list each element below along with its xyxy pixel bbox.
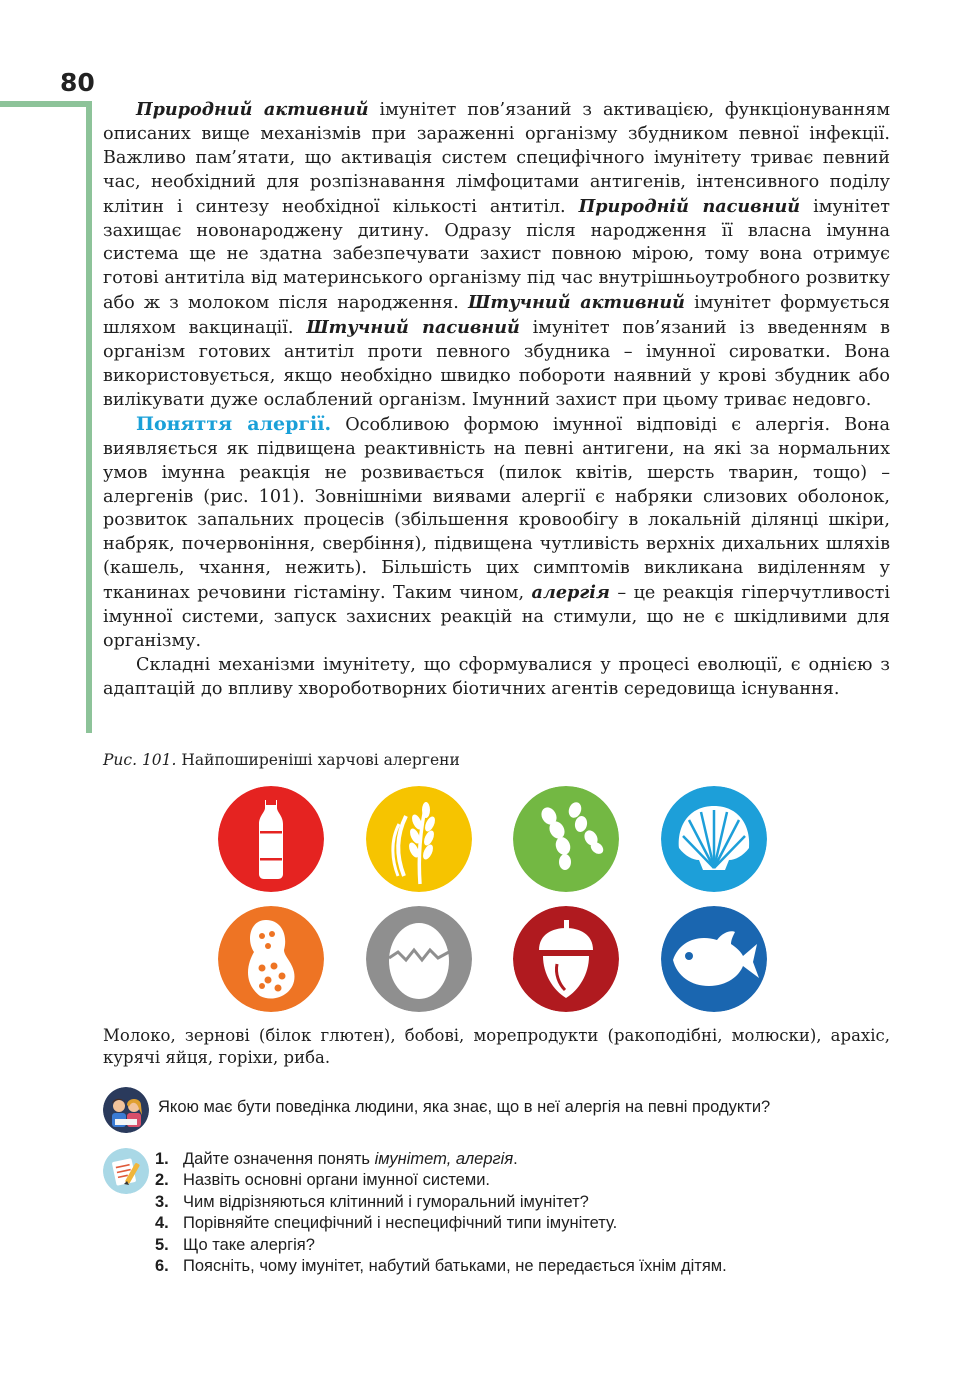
milk-bottle-icon	[218, 786, 324, 892]
task-item	[155, 1256, 727, 1277]
task-item	[155, 1213, 727, 1234]
task-item	[155, 1192, 727, 1213]
figure-description: Молоко, зернові (білок глютен), бобові, морепродукти (ракоподібні, молюски), арахіс, курячі яйця, горіхи, риба.	[103, 1026, 890, 1067]
figure-caption	[103, 751, 460, 769]
paragraph-allergy	[103, 413, 890, 654]
term-allergy: алергія	[531, 582, 610, 604]
figure-title: Найпоширеніші харчові алергени	[176, 751, 460, 769]
text-span: імунітет пов’язаний з активацією, функціонуванням описаних вище механізмів при зараженні організму збудником певної інфекції. Важливо пам’ятати, що активація систем специфічного імунітету триває певний час, необхідний для розпізнавання лімфоцитами антигенів, інтенсивного поділу клітин і синтезу необхідної кількості антитіл.	[103, 100, 891, 217]
text-span: імунітет пов’язаний із введенням в організм готових антитіл проти певного збудника – імунної сироватки. Вона використовується, якщо необхідно швидко побороти наявний у крові збудник або вилікувати дуже ослаблений організм. Імунний захист при цьому триває недовго.	[103, 318, 890, 410]
discussion-question: Якою має бути поведінка людини, яка знає, що в неї алергія на певні продукти?	[158, 1098, 771, 1116]
task-item	[155, 1235, 727, 1256]
cracked-egg-icon	[366, 906, 472, 1012]
task-text: Що таке алергія?	[183, 1235, 315, 1254]
task-text: Назвіть основні органи імунної системи.	[183, 1171, 491, 1190]
margin-accent-bar	[86, 101, 92, 733]
paragraph-evolution: Складні механізми імунітету, що сформувалися у процесі еволюції, є однією з адаптацій до впливу хвороботворних біотичних агентів середовища існування.	[103, 654, 890, 699]
section-heading-allergy: Поняття алергії.	[136, 412, 332, 435]
task-item	[155, 1170, 727, 1191]
text-span: імунітет формується шляхом вакцинації.	[103, 293, 890, 339]
task-text: Поясніть, чому імунітет, набутий батьками, не передається їхнім дітям.	[183, 1257, 727, 1276]
term-natural-passive: Природній пасивний	[578, 195, 801, 217]
term-natural-active: Природний активний	[136, 99, 369, 120]
task-text: Чим відрізняються клітинний і гуморальний імунітет?	[183, 1192, 589, 1211]
task-text: Порівняйте специфічний і неспецифічний типи імунітету.	[183, 1214, 618, 1233]
figure-number: Рис. 101.	[103, 751, 177, 769]
task-text-main: Дайте означення понять	[183, 1150, 375, 1168]
page-number: 80	[60, 68, 95, 97]
task-number: 2.	[155, 1171, 169, 1190]
text-span: – це реакція гіперчутливості імунної системи, запуск захисних реакцій на стимули, що не є шкідливими для організму.	[103, 583, 891, 651]
fish-icon	[661, 906, 767, 1012]
legume-pods-icon	[513, 786, 619, 892]
paragraph-immunity-types	[103, 98, 890, 413]
acorn-icon	[513, 906, 619, 1012]
seashell-icon	[661, 786, 767, 892]
peanut-icon	[218, 906, 324, 1012]
task-number: 3.	[155, 1192, 169, 1211]
wheat-icon	[366, 786, 472, 892]
task-list	[155, 1149, 727, 1277]
term-artificial-passive: Штучний пасивний	[306, 317, 520, 339]
text-span: Особливою формою імунної відповіді є алергія. Вона виявляється як підвищена реактивність на певні антигени, на які за нормальних умов імунна реакція не розвивається (пилок квітів, шерсть тварин, тощо) – алергенів (рис. 101). Зовнішніми виявами алергії є набряки слизових оболонок, розвиток запальних процесів (збільшення кровообігу в локальній ділянці шкіри, набряк, почервоніння, свербіння), підвищена чутливість верхніх дихальних шляхів (кашель, чхання, нежить). Більшість цих симптомів викликана виділенням у тканинах речовини гістаміну. Таким чином,	[103, 414, 891, 604]
term-artificial-active: Штучний активний	[468, 292, 685, 314]
margin-accent-line	[0, 101, 92, 107]
discussion-students-icon	[103, 1087, 149, 1133]
task-number: 1.	[155, 1150, 169, 1168]
text-span: імунітет захищає новонароджену дитину. Одразу після народження її власна імунна система ще не здатна забезпечувати захист повною мірою, тому вона отримує готові антитіла від материнського організму під час внутрішньоутробного розвитку або ж з молоком після народження.	[103, 196, 890, 314]
task-text-italic: імунітет, алергія	[374, 1150, 514, 1168]
main-text	[103, 98, 890, 702]
task-text	[183, 1149, 518, 1170]
task-item	[155, 1149, 727, 1170]
tasks-notebook-icon	[103, 1148, 149, 1194]
task-number: 4.	[155, 1214, 169, 1233]
task-number: 5.	[155, 1235, 169, 1254]
task-number: 6.	[155, 1257, 169, 1276]
task-text-end: .	[513, 1150, 518, 1168]
